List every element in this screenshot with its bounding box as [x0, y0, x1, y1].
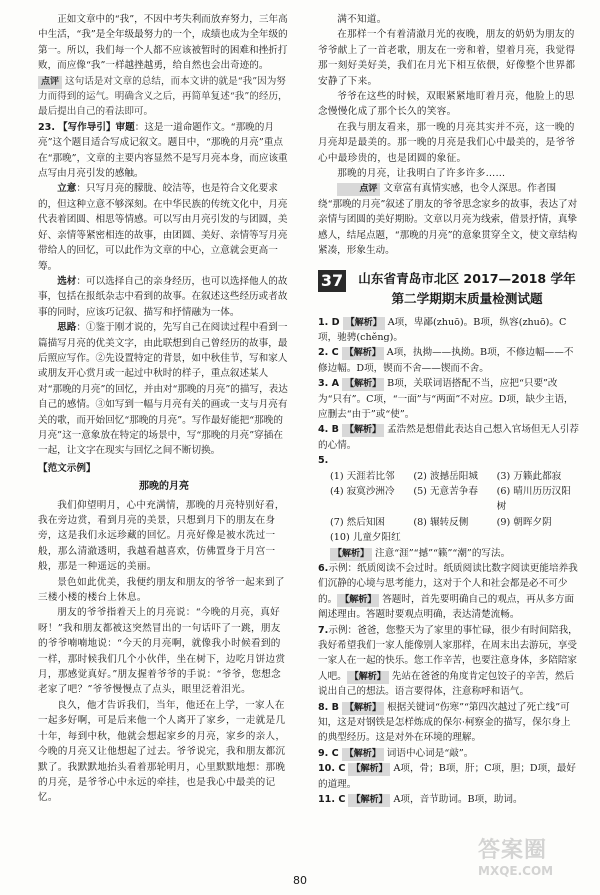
q5-grid — [330, 469, 580, 546]
answer-index: 1. D — [318, 316, 340, 328]
xuancai-paragraph — [38, 274, 290, 320]
essay-body — [38, 498, 290, 806]
answer-item — [318, 345, 580, 376]
answer-tag: 【解析】 — [348, 763, 390, 776]
intro-comment — [38, 74, 290, 120]
lizhi-label: 立意 — [57, 183, 77, 195]
q10-index: 10. C — [318, 763, 346, 775]
q5 — [318, 453, 580, 468]
answer-tag: 【解析】 — [342, 347, 384, 360]
essay-comment-text: 文章富有真情实感，也令人深思。作者围绕“那晚的月亮”叙述了朋友的爷爷思念家乡的故事，表达了对亲情与团圆的美好期盼。文章以月亮为线索，借景抒情，真挚感人，结尾点题，“那晚的月亮”的意象贯穿全文，使文章结构紧凑，形象生动。 — [318, 183, 578, 257]
q7-index: 7. — [318, 624, 329, 636]
essay-paragraph: 朋友的爷爷指着天上的月亮说：“今晚的月亮，真好呀！”我和朋友都被这突然冒出的一句话吓了一跳，朋友的爷爷喃喃地说：“今天的月亮啊，就像我小时候看到的一样，那时候我们几个小伙伴，坐在树下，边吃月饼边赏月，那感觉真好。”朋友握着爷爷的手说：“爷爷，您想念老家了吧？”爷爷慢慢点了点头，眼里泛着泪光。 — [38, 607, 286, 696]
answer-tag: 【解析】 — [342, 748, 384, 761]
answer-tag: 【解析】 — [347, 671, 389, 684]
silu-label: 思路 — [57, 322, 77, 334]
q5-item: (4) 寂寞沙洲冷 — [330, 485, 395, 497]
q9-index: 9. C — [318, 747, 339, 759]
q6-note: 答题时，首先要明确自己的观点，再从多方面阐述理由。答题时要观点明确，表达清楚流畅。 — [318, 593, 575, 621]
q6 — [318, 561, 580, 623]
answer-item — [318, 315, 580, 346]
answer-tag: 【解析】 — [342, 702, 384, 715]
xuancai-text: ：可以选择自己的亲身经历，也可以选择他人的故事，包括在报纸杂志中看到的故事。在叙述这些经历或者故事的同时，应该巧记叙、描写和抒情融为一体。 — [38, 275, 288, 318]
q8 — [318, 700, 580, 746]
exam-title — [354, 269, 580, 309]
essay-paragraph: 那晚的月亮，让我明白了许多许多…… — [337, 168, 506, 180]
essay-comment — [318, 181, 580, 258]
q8-index: 8. B — [318, 701, 339, 713]
answer-tag: 【解析】 — [348, 794, 390, 807]
q23 — [38, 120, 290, 182]
q5-item: (1) 天涯若比邻 — [330, 470, 395, 482]
right-column — [318, 12, 580, 808]
answer-text: A项，卑鄙(zhuō)。B项，纵容(zhuō)。C项，驰骋(chěng)。 — [318, 316, 567, 343]
q10-text: A项，骨；B项，肝；C项，胆；D项，最好的道理。 — [318, 763, 576, 790]
answer-item — [318, 422, 580, 453]
q5-item: (8) 辗转反侧 — [413, 516, 469, 528]
exam-title-line2: 第二学期期末质量检测试题 — [391, 290, 543, 306]
lizhi-paragraph — [38, 181, 290, 273]
q11-text: A项，音节助词。B项，助词。 — [393, 794, 523, 806]
essay-paragraph: 在我与朋友看来，那一晚的月亮其实并不亮，这一晚的月亮却是最美的。那一晚的月亮是我们心中最美的，是爷爷心中最珍贵的，也是团圆的象征。 — [318, 121, 576, 164]
essay-paragraph: 良久，他才告诉我们，当年，他还在上学，一家人在一起多好啊，可是后来他一个人离开了家乡，一走就是几十年，每到中秋，他就会想起家乡的月亮，家乡的亲人，今晚的月亮又让他想起了过去。爷爷说完，我和朋友都沉默了。我默默地抬头看着那轮明月，心里默默地想：那晚的月亮，是爷爷心中永远的牵挂，也是我心中最美的记忆。 — [38, 699, 286, 804]
answer-item — [318, 376, 580, 422]
answer-tag: 【解析】 — [343, 317, 385, 330]
q6-index: 6. — [318, 563, 329, 574]
answer-tag: 【解析】 — [342, 378, 384, 391]
page-number: 80 — [293, 874, 307, 887]
left-column — [38, 12, 290, 806]
watermark-text: 答案圈 — [478, 838, 548, 863]
q7 — [318, 623, 580, 700]
q23-text: ：这是一道命题作文。“那晚的月亮”这个题目适合写成记叙文。题目中，“那晚的月亮”重点在“那晚”，文章的主要内容显然不是写月亮本身，而应该重点写由月亮引发的感触。 — [38, 121, 288, 180]
q10 — [318, 761, 580, 792]
q5-item: (6) 晴川历历汉阳树 — [496, 485, 571, 513]
q5-item: (2) 波撼岳阳城 — [413, 470, 478, 482]
essay-paragraph: 满不知道。 — [337, 14, 387, 25]
intro-comment-text: 这句话是对文章的总结，而本文讲的就是“我”因为努力而得到的运气。明确含义之后，再简单复述“我”的经历，最后提出自己的看法即可。 — [38, 75, 288, 118]
answer-index: 2. C — [318, 347, 339, 359]
exam-number-badge: 37 — [318, 270, 346, 292]
answer-text: 孟浩然是想借此表达自己想入官场但无人引荐的心情。 — [318, 424, 579, 451]
fanwen-heading: 【范文示例】 — [38, 462, 96, 474]
q11 — [318, 792, 580, 807]
comment-tag: 点评 — [38, 76, 62, 89]
answer-tag: 【解析】 — [330, 548, 372, 561]
essay-paragraph: 在那样一个有着清澈月光的夜晚，朋友的奶奶为朋友的爷爷献上了一首老歌，朋友在一旁和着，望着月亮，我觉得那一刻好美好美，我们在月光下相互依偎，好像整个世界都安静了下来。 — [318, 29, 576, 87]
q5-index: 5. — [318, 455, 329, 467]
answer-tag: 【解析】 — [342, 424, 384, 437]
q5-item: (7) 然后知困 — [330, 516, 386, 528]
silu-text: ：①鉴于刚才说的，先写自己在阅读过程中看到一篇描写月亮的优美文字，由此联想到自己曾经历的故事，最后照应写作。②先设置特定的背景，如中秋佳节，写和家人或朋友开心赏月或一起过中秋时的样子，重点叙述某人对“那晚的月亮”的回忆，并由对“那晚的月亮”的描写，表达自己的感情。③如写到一幅与月亮有关的画或一支与月亮有关的歌，而开始回忆“那晚的月亮”。写作最好能把“那晚的月亮”这一意象放在特定的场景中，写“那晚的月亮”穿插在一起，让文字在现实与回忆之间不断切换。 — [38, 322, 288, 457]
q9-text: 词语中心词是“敲”。 — [386, 747, 474, 759]
intro-paragraph: 正如文章中的“我”，不因中考失利而放弃努力，三年高中生活，“我”是全年级最努力的一个，成绩也成为全年级的第一。所以，我们每一个人都不应该被暂时的困难和挫折打败，而应像“我”一样越挫越勇，给自然也会出奇迹的。 — [38, 14, 288, 72]
q5-note — [330, 546, 580, 561]
q5-note-text: 注意“涯”“撼”“籁”“潮”的写法。 — [375, 547, 511, 559]
q23-number: 23. — [38, 121, 55, 133]
xuancai-label: 选材 — [57, 275, 77, 287]
lizhi-text: ：只写月亮的朦胧、皎洁等，也是符合文化要求的，但这种立意不够深刻。在中华民族的传统文化中，月亮代表着团圆、相思等情感。可以写由月亮引发的与团圆，美好、亲情等紧密相连的故事，由团圆、美好、亲情等写月亮带给人的回忆，可以此作为文章的中心，立意就会更高一筹。 — [38, 183, 288, 272]
essay-paragraph: 景色如此优美，我便约朋友和朋友的爷爷一起来到了三楼小楼的楼台上休息。 — [38, 576, 285, 604]
q5-item: (10) 儿童夕阳红 — [330, 532, 401, 544]
answer-text: A项，执拗——执拗。B项，不修边幅——不修边幅。D项，锲而不舍——锲而不舍。 — [318, 347, 574, 374]
q5-item: (3) 万籁此都寂 — [496, 470, 562, 482]
watermark-logo — [478, 838, 590, 890]
q5-item: (5) 无意苦争春 — [413, 485, 478, 497]
q23-tag: 【写作导引】审题 — [58, 121, 135, 133]
q8-text: 根据关键词“伤寒”“第四次越过了死亡线”可知，这是对钢铁是怎样炼成的保尔·柯察金的描写，保尔身上的典型经历。这是对外在环境的理解。 — [318, 701, 571, 744]
q11-index: 11. C — [318, 794, 346, 806]
answer-text: B项，关联词语搭配不当，应把“只要”改为“只有”。C项，“一面”与“两面”不对应。D项，缺少主语，应删去“由于”或“使”。 — [318, 378, 574, 420]
answer-index: 3. A — [318, 378, 340, 390]
essay-continuation — [318, 12, 580, 181]
essay-title: 那晚的月亮 — [139, 481, 189, 493]
answer-index: 4. B — [318, 424, 339, 436]
silu-paragraph — [38, 320, 290, 459]
watermark-url: MXQE.COM — [478, 864, 554, 878]
answer-tag: 【解析】 — [337, 594, 379, 607]
comment-tag: 点评 — [337, 183, 380, 196]
q7-text: 示例：爸爸，您整天为了家里的事忙碌，很少有时间陪我，我好希望我们一家人能像别人家那样，在周末出去游玩，享受一家人在一起的快乐。您工作辛苦，也要注意身体，多陪陪家人吧。 — [318, 624, 578, 682]
q7-note: 先站在爸爸的角度肯定包饺子的辛苦，然后说出自己的想法。语言要得体，注意称呼和语气。 — [318, 670, 575, 698]
essay-paragraph: 爷爷在这些的时候，双眼紧紧地盯着月亮，他脸上的思念慢慢化成了那个长久的笑容。 — [318, 91, 575, 118]
q9 — [318, 746, 580, 761]
exam-title-line1: 山东省青岛市北区 2017—2018 学年 — [358, 270, 576, 286]
q6-text: 示例：纸质阅读不会过时。纸质阅读比数字阅读更能培养我们沉静的心境与思考能力，这对于个人和社会都是必不可少的。 — [318, 563, 578, 605]
essay-paragraph: 我们仰望明月，心中充满情，那晚的月亮特别好看，我在旁边赏，看到月亮的美景，只想到月下的朋友在身旁，这是我们永远珍藏的回忆。月亮好像是被水洗过一般，那么清澈透明，我越看越喜欢，仿佛置身于月宫一般，那是一种遥远的美丽。 — [38, 499, 285, 573]
q5-item: (9) 朝晖夕阴 — [496, 516, 552, 528]
exam-header — [318, 269, 580, 309]
